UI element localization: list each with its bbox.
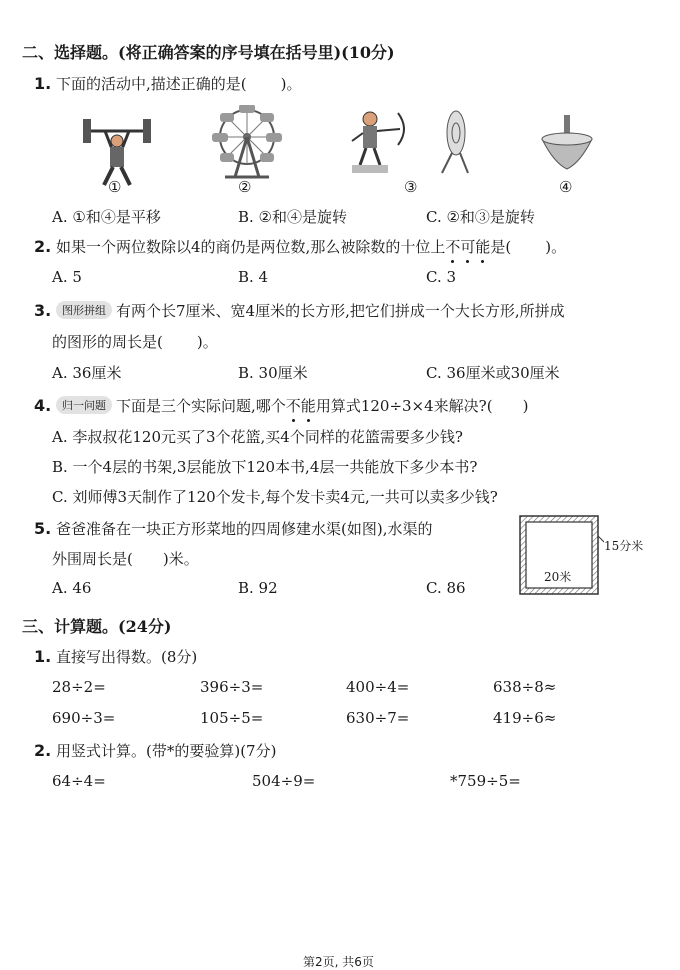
question-tail: )米。 (162, 550, 199, 568)
question-2 (34, 236, 566, 257)
question-text-end: 是( (490, 238, 512, 256)
question-number: 4. (34, 396, 52, 415)
calc-item[interactable]: 419÷6≈ (493, 709, 557, 727)
question-number: 1. (34, 647, 52, 666)
calc-item[interactable]: 105÷5= (200, 709, 264, 727)
question-4 (34, 395, 528, 416)
calc-item[interactable]: 396÷3= (200, 678, 264, 696)
question-text: 的图形的周长是( (52, 333, 163, 351)
emphasis-char: 能 (475, 238, 491, 256)
question-1 (34, 73, 301, 94)
question-text: 直接写出得数。(8分) (56, 648, 198, 666)
emphasis-char: 不 (285, 397, 301, 415)
option-b[interactable]: B. 30厘米 (238, 364, 308, 382)
topic-tag: 归一问题 (56, 396, 112, 414)
question-text: 爸爸准备在一块正方形菜地的四周修建水渠(如图),水渠的 (56, 520, 433, 538)
option-b[interactable]: B. 92 (238, 579, 278, 597)
figure-side-label: 20米 (544, 570, 572, 584)
question-number: 1. (34, 74, 52, 93)
question-number: 2. (34, 237, 52, 256)
calc-item[interactable]: 504÷9= (252, 772, 316, 790)
topic-tag: 图形拼组 (56, 301, 112, 319)
option-c[interactable]: C. 36厘米或30厘米 (426, 364, 560, 382)
option-a[interactable]: A. 46 (52, 579, 92, 597)
question-number: 5. (34, 519, 52, 538)
option-b[interactable]: B. ②和④是旋转 (238, 208, 348, 226)
option-a[interactable]: A. 36厘米 (52, 364, 122, 382)
question-text: 外围周长是( (52, 550, 133, 568)
question-text: 有两个长7厘米、宽4厘米的长方形,把它们拼成一个大长方形,所拼成 (116, 302, 565, 320)
option-c[interactable]: C. ②和③是旋转 (426, 208, 535, 226)
question-text: 用竖式计算。(带*的要验算)(7分) (56, 742, 277, 760)
figure-width-label: 15分米 (604, 539, 644, 553)
question-tail: ) (522, 397, 529, 415)
question-3-line2 (52, 331, 218, 352)
question-text: 下面的活动中,描述正确的是( (56, 75, 247, 93)
option-a[interactable]: A. ①和④是平移 (52, 208, 161, 226)
section-title-choice: 二、选择题。(将正确答案的序号填在括号里)(10分) (22, 43, 395, 62)
calc-item[interactable]: 690÷3= (52, 709, 116, 727)
ferris-wheel-icon (212, 105, 282, 177)
section-title-calc: 三、计算题。(24分) (22, 617, 172, 636)
calc-1-heading (34, 646, 197, 667)
option-c[interactable]: C. 3 (426, 268, 457, 286)
archery-target-icon (442, 111, 468, 173)
question-3 (34, 300, 565, 321)
option-a[interactable]: A. 5 (52, 268, 82, 286)
calc-item[interactable]: 64÷4= (52, 772, 106, 790)
question-tail: )。 (280, 75, 302, 93)
question-tail: )。 (545, 238, 567, 256)
picture-label-3: ③ (404, 178, 418, 196)
calc-item[interactable]: 630÷7= (346, 709, 410, 727)
question-text: 如果一个两位数除以4的商仍是两位数,那么被除数的十位上 (56, 238, 446, 256)
question-text: 下面是三个实际问题,哪个 (116, 397, 286, 415)
question-5-line2 (52, 548, 199, 569)
activity-pictures (80, 105, 610, 200)
calc-item[interactable]: 400÷4= (346, 678, 410, 696)
option-b[interactable]: B. 4 (238, 268, 269, 286)
weightlifter-icon (83, 119, 151, 185)
calc-item[interactable]: 638÷8≈ (493, 678, 557, 696)
archer-icon (352, 112, 404, 173)
spinning-top-icon (542, 115, 592, 169)
picture-label-1: ① (108, 178, 122, 196)
question-number: 2. (34, 741, 52, 760)
canal-diagram (518, 514, 604, 598)
question-text-end: 用算式120÷3×4来解决?( (315, 397, 493, 415)
option-c[interactable]: C. 86 (426, 579, 466, 597)
emphasis-char: 可 (460, 238, 476, 256)
calc-item[interactable]: *759÷5= (450, 772, 521, 790)
question-tail: )。 (196, 333, 218, 351)
question-5 (34, 518, 432, 539)
calc-item[interactable]: 28÷2= (52, 678, 106, 696)
option-a[interactable]: A. 李叔叔花120元买了3个花篮,买4个同样的花篮需要多少钱? (52, 428, 463, 446)
picture-label-4: ④ (559, 178, 573, 196)
page-number: 第2页, 共6页 (303, 955, 374, 969)
question-number: 3. (34, 301, 52, 320)
option-b[interactable]: B. 一个4层的书架,3层能放下120本书,4层一共能放下多少本书? (52, 458, 478, 476)
calc-2-heading (34, 740, 276, 761)
picture-label-2: ② (238, 178, 252, 196)
option-c[interactable]: C. 刘师傅3天制作了120个发卡,每个发卡卖4元,一共可以卖多少钱? (52, 488, 498, 506)
emphasis-char: 能 (300, 397, 316, 415)
emphasis-char: 不 (445, 238, 461, 256)
